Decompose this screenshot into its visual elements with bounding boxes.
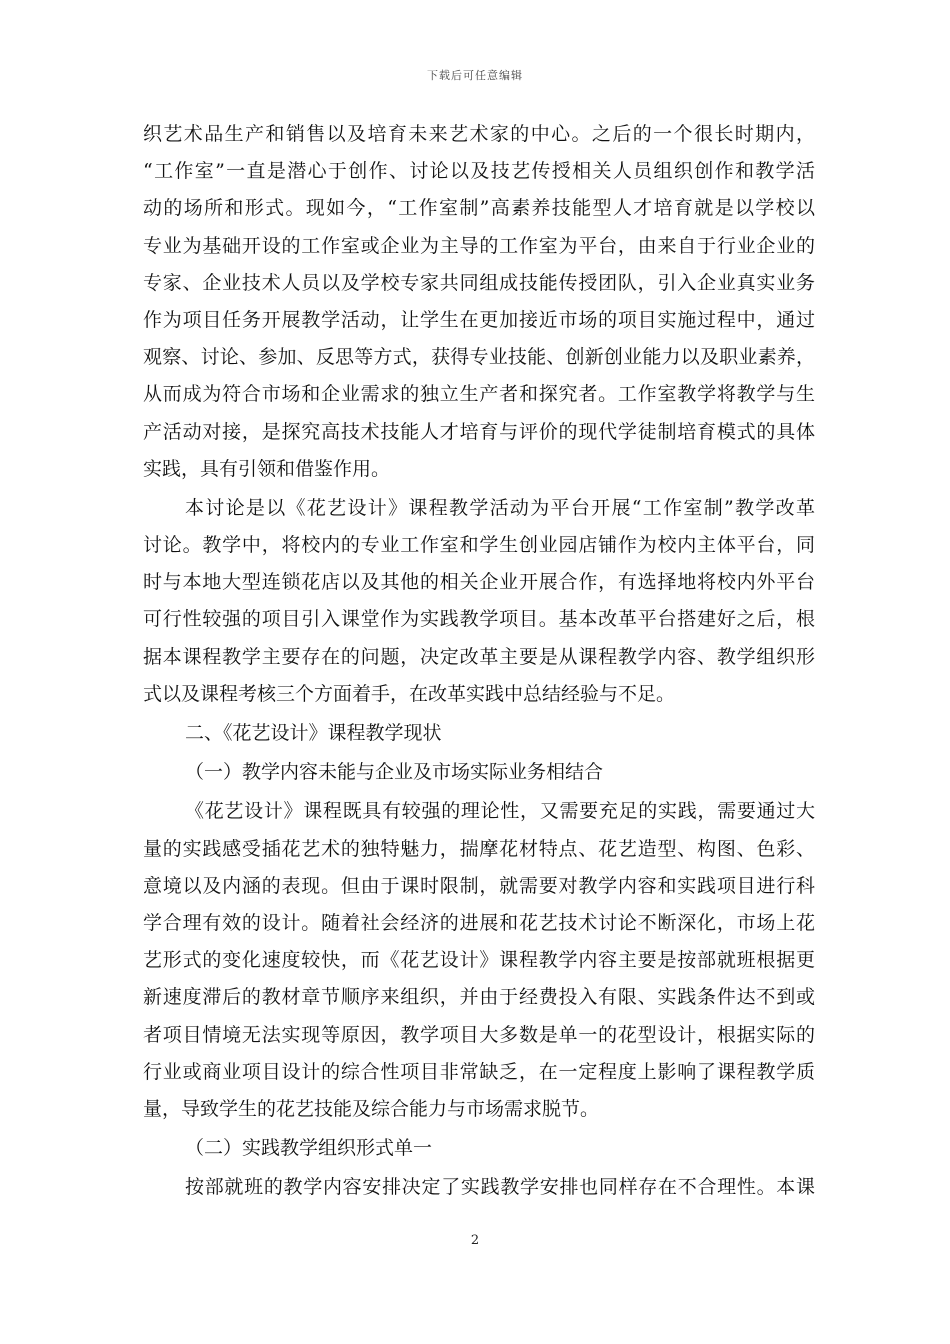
paragraph-continuation xyxy=(143,116,815,488)
paragraph-course-content xyxy=(143,793,815,1128)
text-line: 专业为基础开设的工作室或企业为主导的工作室为平台，由来自于行业企业的 xyxy=(143,234,815,257)
text-line: 动的场所和形式。现如今，“工作室制”高素养技能型人才培育就是以学校以 xyxy=(143,197,815,220)
heading-line: （二）实践教学组织形式单一 xyxy=(185,1137,433,1160)
text-line: 讨论。教学中，将校内的专业工作室和学生创业园店铺作为校内主体平台，同 xyxy=(143,534,815,557)
text-line: 按部就班的教学内容安排决定了实践教学安排也同样存在不合理性。本课 xyxy=(185,1176,815,1199)
text-line: 本讨论是以《花艺设计》课程教学活动为平台开展“工作室制”教学改革 xyxy=(185,496,815,519)
text-line: 新速度滞后的教材章节顺序来组织，并由于经费投入有限、实践条件达不到或 xyxy=(143,986,815,1009)
text-line: 从而成为符合市场和企业需求的独立生产者和探究者。工作室教学将教学与生 xyxy=(143,383,815,406)
heading-line: （一）教学内容未能与企业及市场实际业务相结合 xyxy=(185,761,604,784)
paragraph-research-intro xyxy=(143,490,815,713)
text-line: 实践，具有引领和借鉴作用。 xyxy=(143,457,391,480)
paragraph-practice-arrangement xyxy=(143,1169,815,1206)
text-line: 艺形式的变化速度较快，而《花艺设计》课程教学内容主要是按部就班根据更 xyxy=(143,949,815,972)
text-line: 时与本地大型连锁花店以及其他的相关企业开展合作，有选择地将校内外平台 xyxy=(143,571,815,594)
text-line: “工作室”一直是潜心于创作、讨论以及技艺传授相关人员组织创作和教学活 xyxy=(143,160,815,183)
text-line: 产活动对接，是探究高技术技能人才培育与评价的现代学徒制培育模式的具体 xyxy=(143,420,815,443)
text-line: 量，导致学生的花艺技能及综合能力与市场需求脱节。 xyxy=(143,1097,600,1120)
subsection-heading-2 xyxy=(143,1130,815,1167)
text-line: 作为项目任务开展教学活动，让学生在更加接近市场的项目实施过程中，通过 xyxy=(143,308,815,331)
text-line: 式以及课程考核三个方面着手，在改革实践中总结经验与不足。 xyxy=(143,682,676,705)
text-line: 《花艺设计》课程既具有较强的理论性，又需要充足的实践，需要通过大 xyxy=(185,800,815,823)
section-heading xyxy=(143,715,815,752)
text-line: 行业或商业项目设计的综合性项目非常缺乏，在一定程度上影响了课程教学质 xyxy=(143,1060,815,1083)
text-line: 观察、讨论、参加、反思等方式，获得专业技能、创新创业能力以及职业素养， xyxy=(143,346,815,369)
text-line: 量的实践感受插花艺术的独特魅力，揣摩花材特点、花艺造型、构图、色彩、 xyxy=(143,837,815,860)
text-line: 织艺术品生产和销售以及培育未来艺术家的中心。之后的一个很长时期内， xyxy=(143,123,815,145)
page-header: 下载后可任意编辑 xyxy=(427,69,523,82)
text-line: 可行性较强的项目引入课堂作为实践教学项目。基本改革平台搭建好之后，根 xyxy=(143,608,815,631)
heading-line: 二、《花艺设计》课程教学现状 xyxy=(185,722,442,744)
text-line: 意境以及内涵的表现。但由于课时限制，就需要对教学内容和实践项目进行科 xyxy=(143,874,815,897)
text-line: 据本课程教学主要存在的问题，决定改革主要是从课程教学内容、教学组织形 xyxy=(143,645,815,668)
text-line: 者项目情境无法实现等原因，教学项目大多数是单一的花型设计，根据实际的 xyxy=(143,1023,815,1046)
subsection-heading-1 xyxy=(143,754,815,791)
page-number: 2 xyxy=(470,1233,480,1248)
text-line: 专家、企业技术人员以及学校专家共同组成技能传授团队，引入企业真实业务 xyxy=(143,271,815,294)
document-body xyxy=(143,116,815,1206)
text-line: 学合理有效的设计。随着社会经济的进展和花艺技术讨论不断深化，市场上花 xyxy=(143,911,815,934)
